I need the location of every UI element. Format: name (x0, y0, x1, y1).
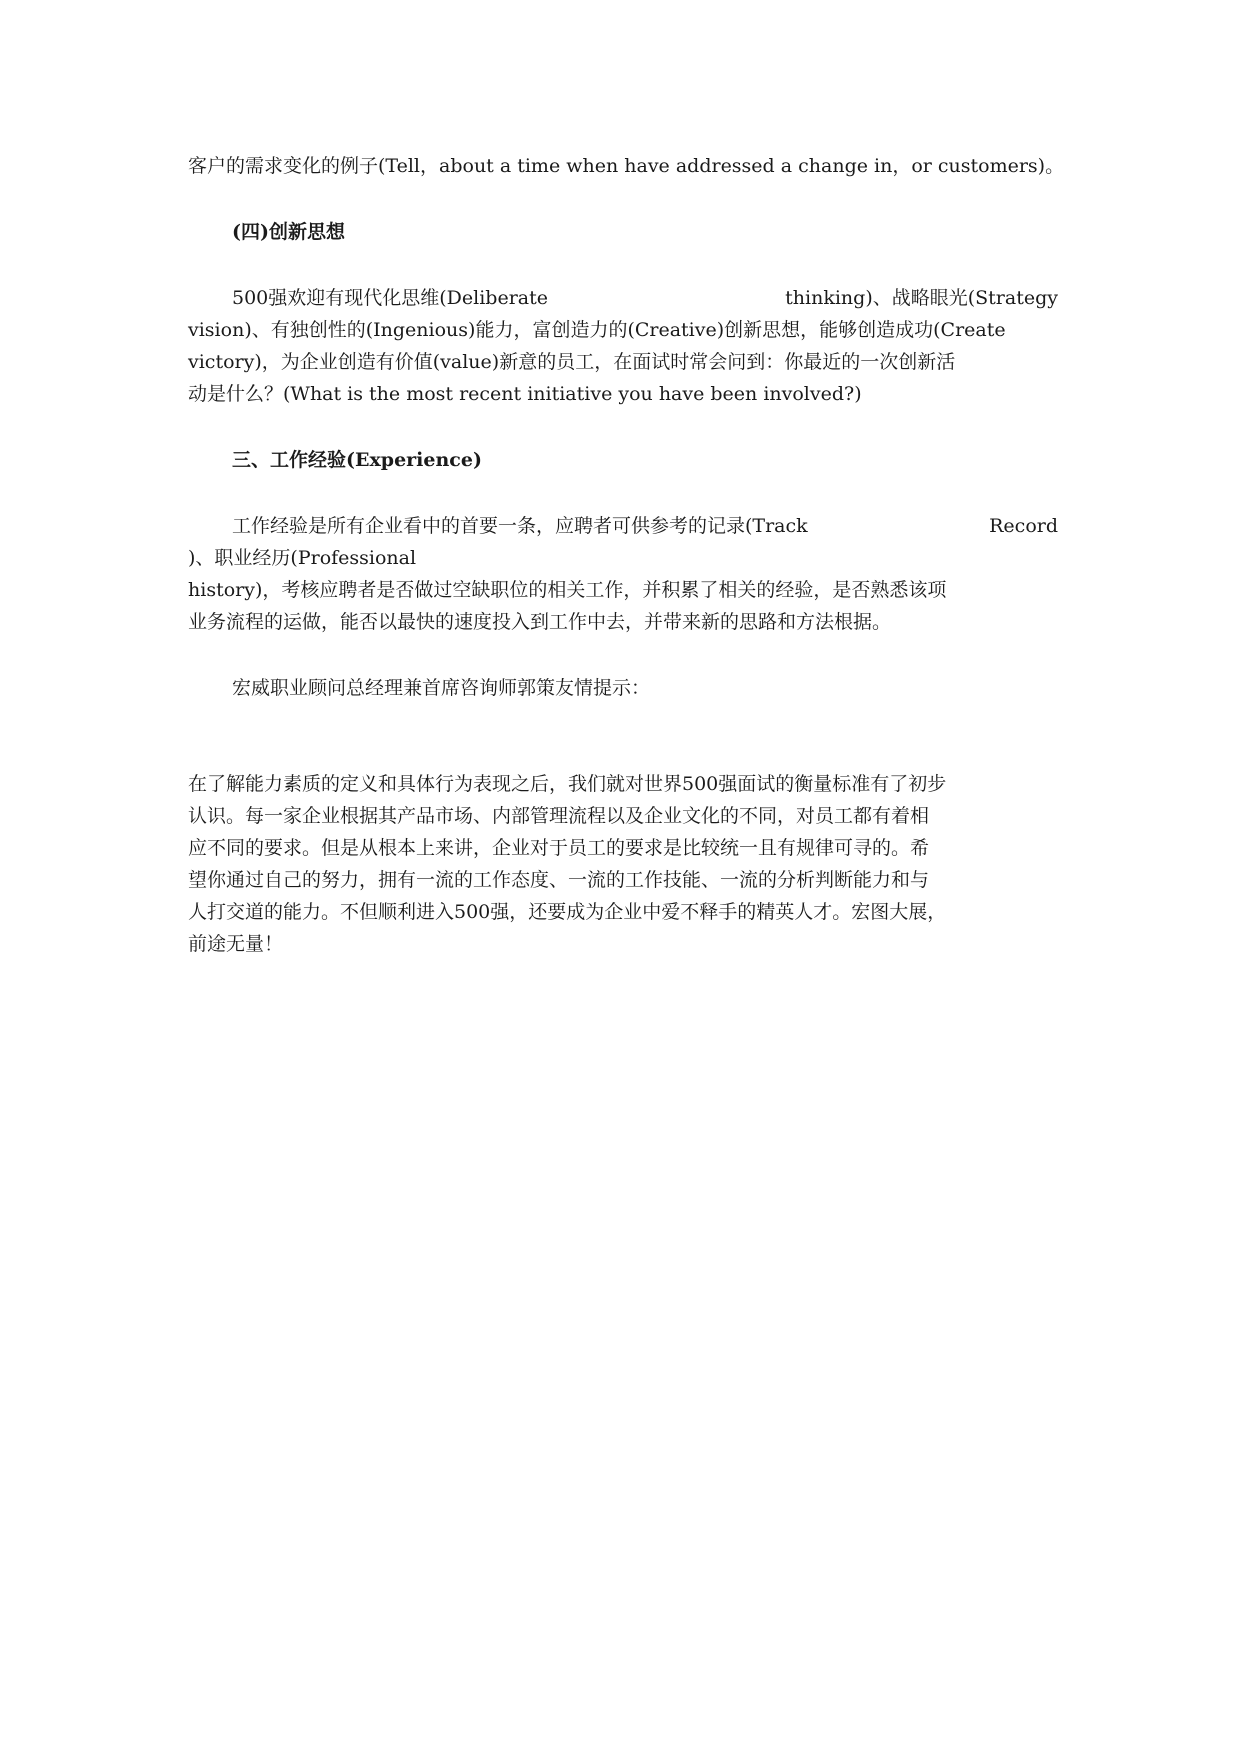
paragraph-line: 应不同的要求。但是从根本上来讲，企业对于员工的要求是比较统一且有规律可寻的。希 (188, 837, 930, 859)
paragraph-line (232, 286, 1058, 310)
paragraph-line: 前途无量！ (188, 933, 284, 955)
paragraph-text: thinking)、战略眼光(Strategy (785, 287, 1058, 309)
paragraph-text: Record (989, 515, 1058, 537)
paragraph-line: 动是什么？(What is the most recent initiative you have been involved?) (188, 383, 862, 405)
paragraph-line: vision)、有独创性的(Ingenious)能力，富创造力的(Creative)创新思想，能够创造成功(Create (188, 319, 1006, 341)
paragraph-text: 工作经验是所有企业看中的首要一条，应聘者可供参考的记录(Track (232, 515, 808, 537)
paragraph-line (232, 514, 1058, 538)
paragraph-line: 业务流程的运做，能否以最快的速度投入到工作中去，并带来新的思路和方法根据。 (188, 611, 892, 633)
paragraph-line: 客户的需求变化的例子(Tell，about a time when have addressed a change in，or customers)。 (188, 155, 1065, 177)
section-heading-innovation: (四)创新思想 (232, 221, 345, 243)
paragraph-line: 认识。每一家企业根据其产品市场、内部管理流程以及企业文化的不同，对员工都有着相 (188, 805, 930, 827)
paragraph-text: 500强欢迎有现代化思维(Deliberate (232, 287, 549, 309)
paragraph-line: 宏威职业顾问总经理兼首席咨询师郭策友情提示： (232, 677, 651, 699)
paragraph-line: history)，考核应聘者是否做过空缺职位的相关工作，并积累了相关的经验，是否熟悉该项 (188, 579, 947, 601)
paragraph-line: 在了解能力素质的定义和具体行为表现之后，我们就对世界500强面试的衡量标准有了初步 (188, 773, 947, 795)
paragraph-line: 望你通过自己的努力，拥有一流的工作态度、一流的工作技能、一流的分析判断能力和与 (188, 869, 930, 891)
paragraph-line: 人打交道的能力。不但顺利进入500强，还要成为企业中爱不释手的精英人才。宏图大展， (188, 901, 947, 923)
paragraph-line: )、职业经历(Professional (188, 547, 417, 569)
paragraph-line: victory)，为企业创造有价值(value)新意的员工，在面试时常会问到：你最近的一次创新活 (188, 351, 956, 373)
section-heading-experience: 三、工作经验(Experience) (232, 449, 482, 471)
